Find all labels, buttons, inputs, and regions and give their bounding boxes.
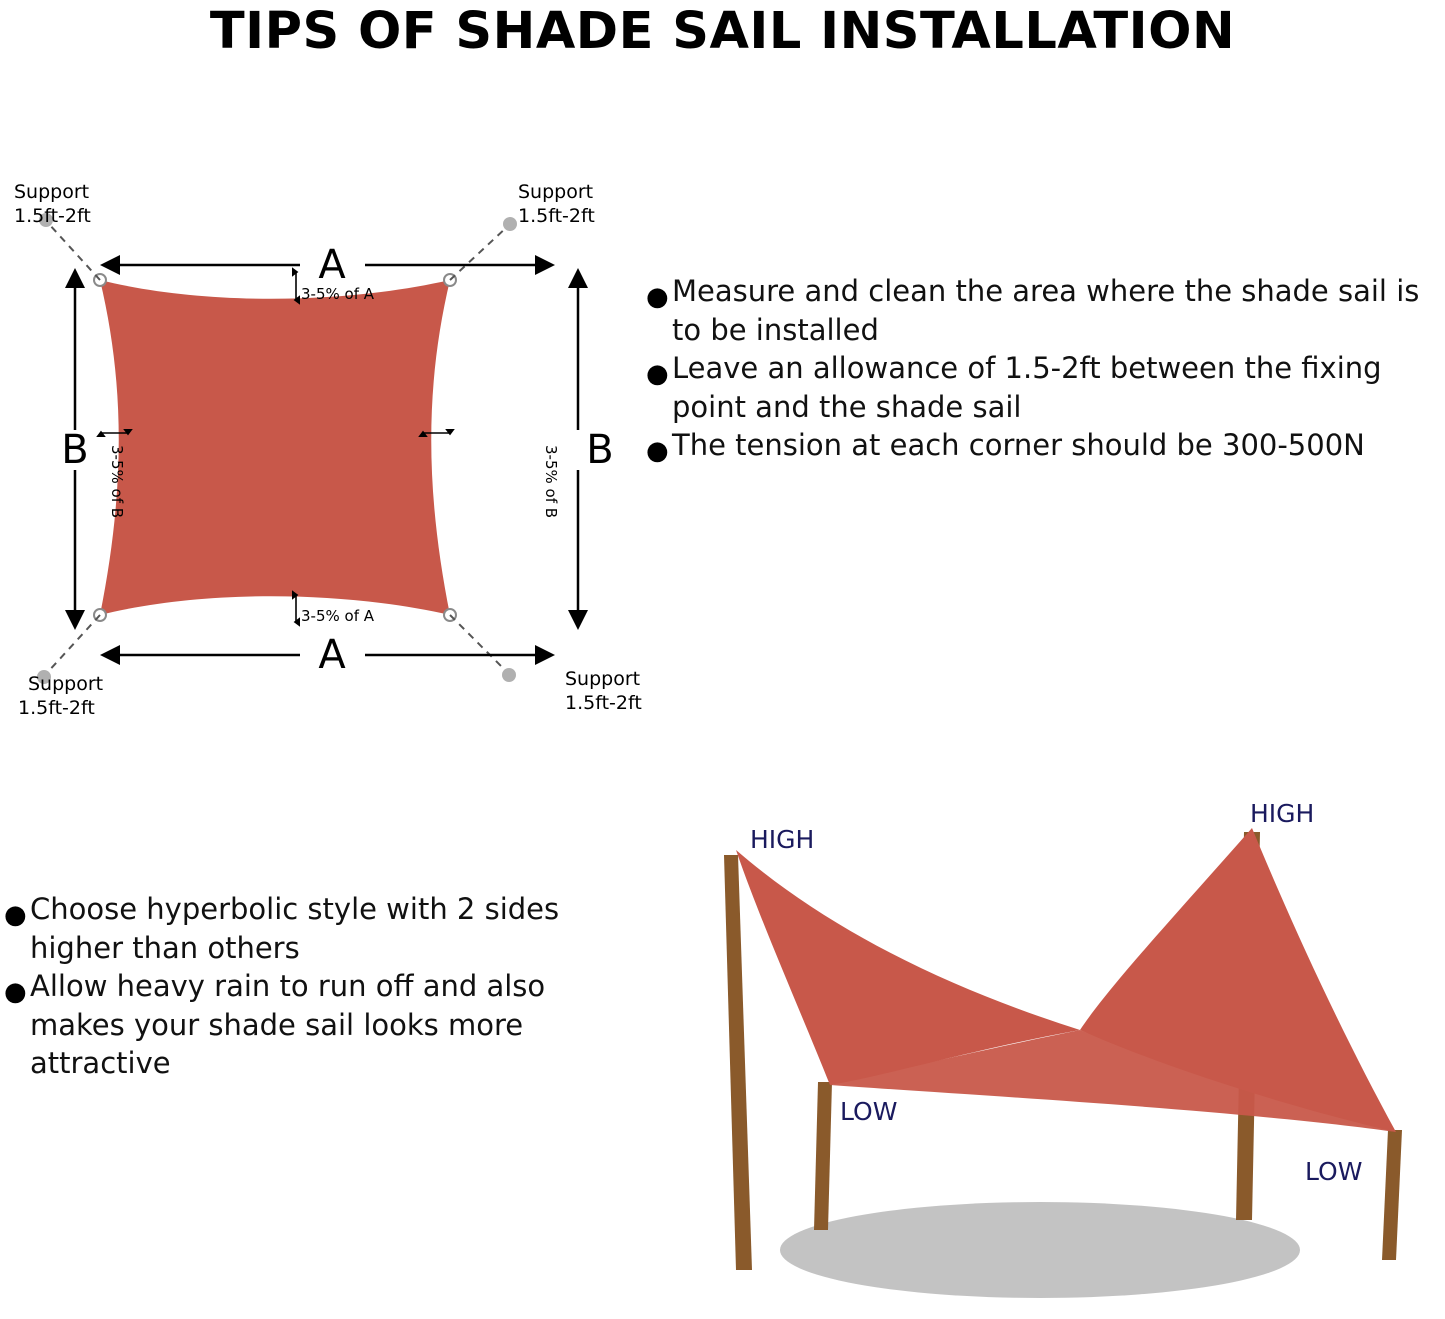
label-low-right: LOW (1305, 1157, 1363, 1186)
support-label-bottom-right-line2: 1.5ft-2ft (565, 692, 642, 714)
support-label-bottom-left-line1: Support (28, 673, 104, 695)
support-label-top-left-line2: 1.5ft-2ft (14, 205, 91, 227)
label-high-left: HIGH (750, 825, 815, 854)
label-a-bottom: A (318, 632, 346, 678)
label-high-right: HIGH (1250, 799, 1315, 828)
anchor-point (503, 217, 517, 231)
tips-list-right (646, 272, 1445, 465)
list-item (646, 272, 1445, 349)
support-label-top-left-line1: Support (14, 181, 90, 203)
bullet-icon: ● (646, 359, 669, 390)
list-item (646, 426, 1445, 465)
bullet-icon: ● (4, 900, 27, 930)
post-low-right (1382, 1130, 1402, 1260)
list-item (4, 890, 624, 967)
post-low-left (814, 1082, 832, 1230)
bullet-icon: ● (4, 977, 27, 1008)
anchor-point (502, 668, 516, 682)
rectangle-shade-sail-diagram (0, 160, 660, 740)
page-title: TIPS OF SHADE SAIL INSTALLATION (209, 2, 1236, 61)
support-label-top-right-line2: 1.5ft-2ft (518, 205, 595, 227)
sail-shape (100, 280, 450, 615)
bullet-icon: ● (646, 436, 669, 467)
tip-text: The tension at each corner should be 300-500N (672, 428, 1365, 463)
tips-list-left (4, 890, 624, 1083)
support-line (46, 615, 100, 674)
label-b-left: B (61, 427, 89, 473)
support-label-top-right-line1: Support (518, 181, 594, 203)
list-item (646, 349, 1445, 426)
bullet-icon: ● (646, 282, 669, 312)
label-a-top: A (318, 242, 346, 288)
list-item (4, 967, 624, 1083)
label-b-right: B (586, 427, 614, 473)
support-line (48, 223, 100, 280)
sag-label-bottom: 3-5% of A (301, 607, 375, 625)
sag-label-right: 3-5% of B (542, 445, 560, 519)
tip-text: Leave an allowance of 1.5-2ft between the fixing point and the shade sail (672, 351, 1382, 424)
support-line (450, 615, 507, 672)
support-label-bottom-right-line1: Support (565, 668, 641, 690)
tip-text: Choose hyperbolic style with 2 sides higher than others (30, 892, 560, 965)
post-high-left (724, 855, 752, 1270)
hyperbolic-sail-illustration (640, 780, 1445, 1319)
support-label-bottom-left-line2: 1.5ft-2ft (18, 697, 95, 719)
sag-label-top: 3-5% of A (301, 285, 375, 303)
support-line (450, 226, 508, 280)
tip-text: Measure and clean the area where the shade sail is to be installed (672, 274, 1420, 347)
label-low-left: LOW (840, 1097, 898, 1126)
tip-text: Allow heavy rain to run off and also makes your shade sail looks more attractive (30, 969, 546, 1081)
sag-label-left: 3-5% of B (108, 445, 126, 519)
